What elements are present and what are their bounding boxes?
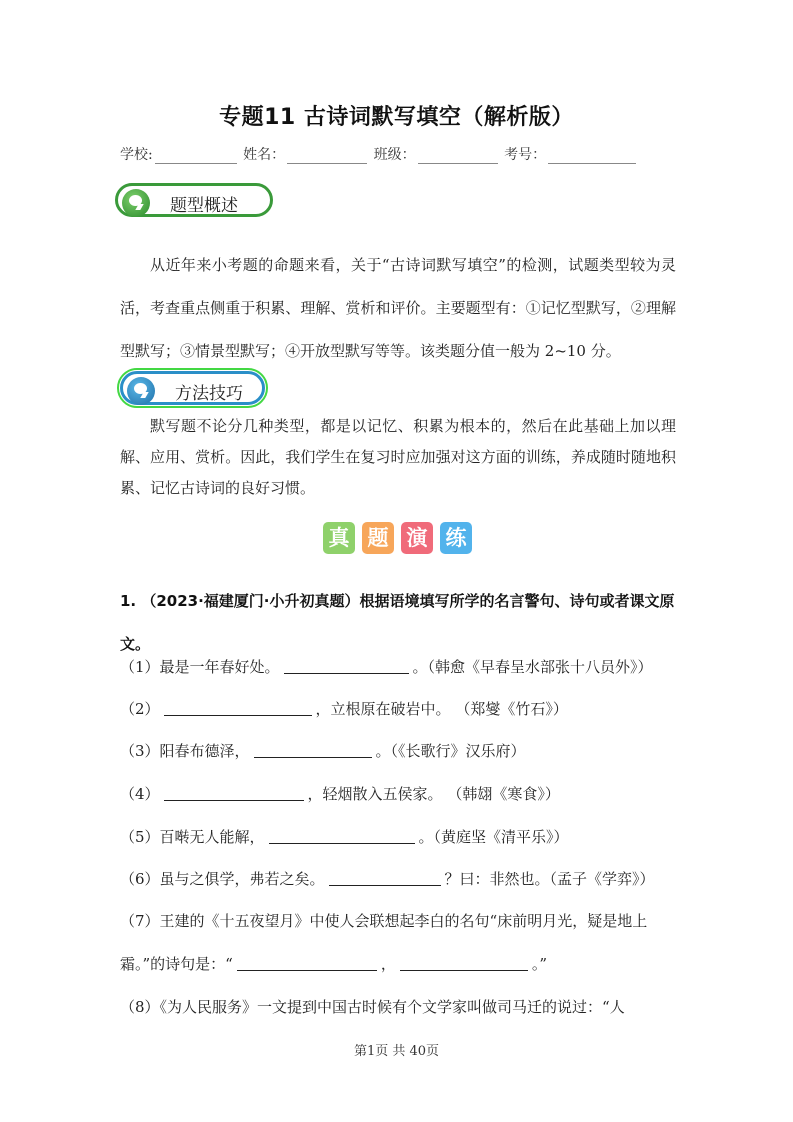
practice-tile: 练 <box>440 522 472 554</box>
exam-number-field[interactable] <box>548 149 636 164</box>
class-label: 班级： <box>373 147 416 163</box>
question-item-1: （1）最是一年春好处。 。（韩愈《早春呈水部张十八员外》） <box>120 658 653 676</box>
method-banner <box>120 371 265 405</box>
practice-tile: 真 <box>323 522 355 554</box>
overview-banner-label: 题型概述 <box>170 196 238 216</box>
question-stem: 1. （2023·福建厦门·小升初真题）根据语境填写所学的名言警句、诗句或者课文原文。 <box>120 592 675 653</box>
answer-blank[interactable] <box>164 785 304 801</box>
question-item-7-line1: （7）王建的《十五夜望月》中使人会联想起李白的名句“床前明月光，疑是地上 <box>120 912 648 930</box>
student-info-row <box>120 144 638 164</box>
speech-bubble-icon <box>127 377 155 405</box>
practice-header <box>323 522 472 554</box>
answer-blank[interactable] <box>237 955 377 971</box>
exam-number-label: 考号： <box>504 147 547 163</box>
name-label: 姓名： <box>243 147 286 163</box>
answer-blank[interactable] <box>164 700 312 716</box>
question-item-8-line1: （8）《为人民服务》一文提到中国古时候有个文学家叫做司马迁的说过：“人 <box>120 998 625 1016</box>
overview-banner <box>115 183 273 217</box>
question-item-4: （4） ，轻烟散入五侯家。 （韩翃《寒食》） <box>120 785 560 803</box>
answer-blank[interactable] <box>254 742 372 758</box>
question-item-2: （2） ，立根原在破岩中。 （郑燮《竹石》） <box>120 700 568 718</box>
practice-tile: 题 <box>362 522 394 554</box>
name-field[interactable] <box>287 149 367 164</box>
overview-paragraph: 从近年来小考题的命题来看，关于“古诗词默写填空”的检测，试题类型较为灵活，考查重点侧重于积累、理解、赏析和评价。主要题型有：①记忆型默写，②理解型默写；③情景型默写；④开放型默写等等。该类题分值一般为 2~10 分。 <box>120 256 676 360</box>
class-field[interactable] <box>418 149 498 164</box>
method-banner-label: 方法技巧 <box>175 384 243 404</box>
answer-blank[interactable] <box>269 828 415 844</box>
method-paragraph: 默写题不论分几种类型，都是以记忆、积累为根本的，然后在此基础上加以理解、应用、赏析。因此，我们学生在复习时应加强对这方面的训练，养成随时随地积累、记忆古诗词的良好习惯。 <box>120 417 676 497</box>
speech-bubble-icon <box>122 189 150 217</box>
question-item-5: （5）百啭无人能解， 。（黄庭坚《清平乐》） <box>120 828 569 846</box>
page-footer: 第1页 共 40页 <box>353 1044 440 1059</box>
school-field[interactable] <box>155 149 237 164</box>
answer-blank[interactable] <box>400 955 528 971</box>
question-item-6: （6）虽与之俱学，弗若之矣。 ？曰：非然也。（孟子《学弈》） <box>120 870 655 888</box>
question-item-7-line2: 霜。”的诗句是：“ ， 。” <box>120 955 548 973</box>
page-title: 专题11 古诗词默写填空（解析版） <box>219 105 574 130</box>
school-label: 学校: <box>120 147 153 163</box>
practice-tile: 演 <box>401 522 433 554</box>
answer-blank[interactable] <box>284 658 409 674</box>
answer-blank[interactable] <box>329 870 441 886</box>
question-item-3: （3）阳春布德泽， 。（《长歌行》汉乐府） <box>120 742 526 760</box>
